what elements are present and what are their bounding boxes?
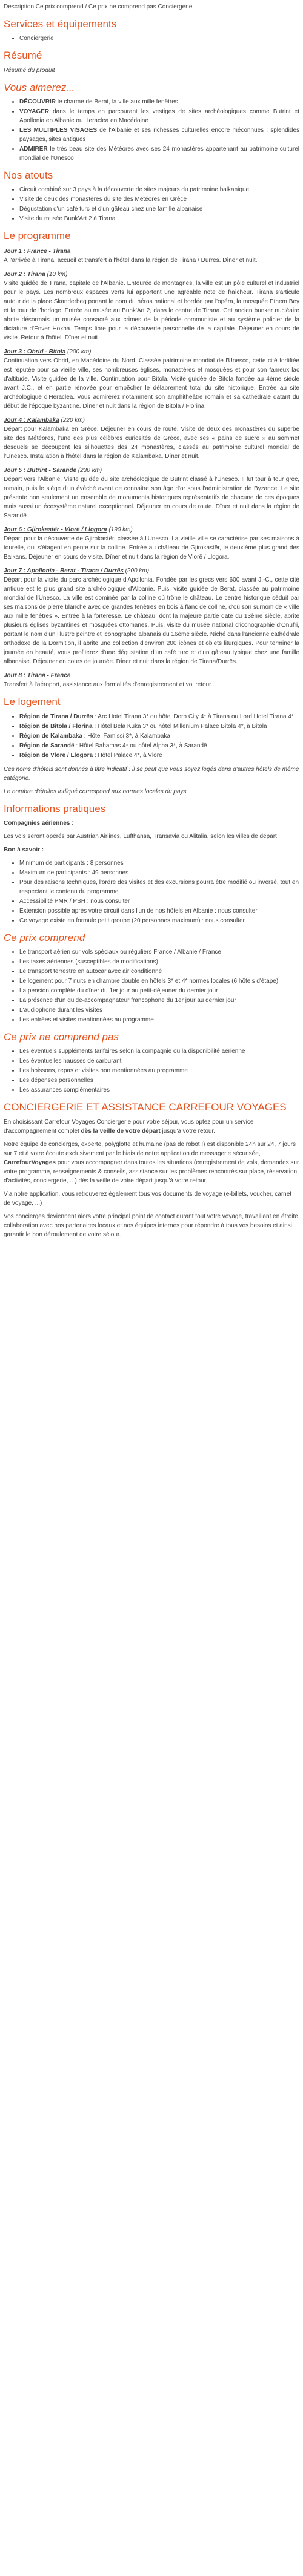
day-8 [4, 671, 299, 689]
day-1 [4, 247, 299, 265]
day-title: Jour 8 : Tirana - France [4, 672, 71, 680]
resume-text: Résumé du produit [4, 67, 55, 74]
day-distance: (200 km) [65, 349, 92, 356]
list-item: • Les entrées et visites mentionnées au programme [19, 1015, 299, 1024]
companies-label: Compagnies aériennes : [4, 819, 74, 827]
day-title: Jour 5 : Butrint - Sarandë [4, 467, 77, 474]
day-distance: (10 km) [45, 271, 68, 278]
services-list [4, 34, 299, 43]
day-title: Jour 3 : Ohrid - Bitola [4, 349, 66, 356]
list-item: • VOYAGER dans le temps en parcourant les vestiges de sites archéologiques comme Butrint et Apollonia en Albanie ou Heraclea en Macédoine [19, 107, 299, 125]
bon-a-savoir-label: Bon à savoir : [4, 846, 44, 853]
list-item: • L'audiophone durant les visites [19, 1006, 299, 1015]
companies-text: Les vols seront opérés par Austrian Airlines, Lufthansa, Transavia ou Alitalia, selon les villes de départ [4, 833, 277, 840]
list-item: • Visite de deux des monastères du site des Météores en Grèce [19, 195, 299, 204]
list-item: • Région de Bitola / Florina : Hôtel Bela Kuka 3* ou hôtel Millenium Palace Bitola 4*, à Bitola [19, 722, 299, 731]
list-item: • Minimum de participants : 8 personnes [19, 859, 299, 868]
list-item: • Région de Kalambaka : Hôtel Famissi 3*, à Kalambaka [19, 732, 299, 741]
list-item: • Dégustation d'un café turc et d'un gâteau chez une famille albanaise [19, 205, 299, 214]
list-item: • Maximum de participants : 49 personnes [19, 868, 299, 877]
day-title: Jour 1 : France - Tirana [4, 248, 71, 255]
day-title: Jour 4 : Kalambaka [4, 417, 59, 424]
list-item: • LES MULTIPLES VISAGES de l'Albanie et ses richesses culturelles encore méconnues : splendides paysages, sites antiques [19, 126, 299, 144]
list-item: • Accessibilité PMR / PSH : nous consulter [19, 897, 299, 906]
list-item: • Les dépenses personnelles [19, 1076, 299, 1085]
day-distance: (200 km) [123, 568, 150, 575]
list-item: • Extension possible après votre circuit dans l'un de nos hôtels en Albanie : nous consulter [19, 906, 299, 916]
list-item: • La présence d'un guide-accompagnateur francophone du 1er jour au dernier jour [19, 996, 299, 1005]
list-item: • Conciergerie [19, 34, 299, 43]
infos-title: Informations pratiques [4, 802, 106, 814]
vous-aimerez-title: Vous aimerez... [4, 81, 75, 93]
infos-list [4, 859, 299, 925]
list-item: • Le logement pour 7 nuits en chambre double en hôtels 3* et 4* normes locales (6 hôtels d'étape) [19, 977, 299, 986]
list-item: • Pour des raisons techniques, l'ordre des visites et des excursions pourra être modifié ou inversé, tout en respectant le contenu du programme [19, 878, 299, 896]
atouts-list [4, 185, 299, 223]
description-tabs-line: Description Ce prix comprend / Ce prix ne comprend pas Conciergerie [4, 4, 193, 10]
day-distance: (230 km) [76, 467, 102, 474]
day-text: Départ pour la découverte de Gjirokastër, classée à l'Unesco. La vieille ville se caractérise par ses maisons à tourelle, qui s'étagent en pente sur la colline. Entrée au château de Gjirokastër, le deuxième plus grand des Balkans. Déjeuner en cours de visite. Dîner et nuit dans la région de Vlorë / Llogora. [4, 536, 299, 561]
day-text: Départ vers l'Albanie. Visite guidée du site archéologique de Butrint classé à l'Unesco. Il fut tour à tour grec, romain, puis le siège d'un évêché avant de connaitre son âge d'or sous l'administration de Byzance. Le site présente non seulement un ensemble de monuments historiques représentatifs de chacune de ces époques mais aussi un écosystème naturel exceptionnel. Déjeuner en cours de route. Dîner et nuit dans la région de Sarandë. [4, 476, 299, 520]
day-text: Visite guidée de Tirana, capitale de l'Albanie. Entourée de montagnes, la ville est un pôle culturel et industriel pour le pays. Les nombreux espaces verts lui apportent une agréable note de fraîcheur. Tirana s'articule autour de la place Skanderbeg portant le nom du héros national et bordée par l'opéra, la mosquée Ethem Bey et la tour de l'horloge. Entrée au musée au Bunk'Art 2, dans le centre de Tirana. Cet ancien bunker nucléaire abrite désormais un musée consacré aux crimes de la période communiste et au système policier de la dictature d'Enver Hoxha. Temps libre pour la découverte personnelle de la capitale. Déjeuner en cours de visite. Retour à l'hôtel. Dîner et nuit. [4, 280, 299, 342]
list-item: • Visite du musée Bunk'Art 2 à Tirana [19, 214, 299, 223]
services-title: Services et équipements [4, 18, 117, 30]
day-distance: (220 km) [59, 417, 85, 424]
day-title: Jour 7 : Apollonia - Berat - Tirana / Durrës [4, 568, 124, 575]
resume-title: Résumé [4, 50, 42, 62]
list-item: • Région de Vlorë / Llogora : Hôtel Palace 4*, à Vlorë [19, 751, 299, 760]
list-item: • DÉCOUVRIR le charme de Berat, la ville aux mille fenêtres [19, 97, 299, 107]
conciergerie-paragraph: Via notre application, vous retrouverez également tous vos documents de voyage (e-billets, voucher, carnet de voyage, ...) [4, 1190, 292, 1207]
day-3 [4, 347, 299, 411]
list-item: • ADMIRER le très beau site des Météores avec ses 24 monastères appartenant au patrimoine culturel mondial de l'Unesco [19, 145, 299, 163]
day-4 [4, 416, 299, 461]
vous-aimerez-list [4, 97, 299, 163]
list-item: • Les boissons, repas et visites non mentionnées au programme [19, 1066, 299, 1075]
conciergerie-title: CONCIERGERIE ET ASSISTANCE CARREFOUR VOYAGES [4, 1101, 287, 1113]
day-7 [4, 566, 299, 666]
list-item: • Le transport terrestre en autocar avec air conditionné [19, 967, 299, 976]
day-6 [4, 525, 299, 562]
day-2 [4, 270, 299, 342]
programme-title: Le programme [4, 230, 71, 241]
conciergerie-paragraph: Vos concierges deviennent alors votre principal point de contact durant tout votre voyage, travaillant en étroite collaboration avec nos partenaires locaux et nos équipes internes pour répondre à tous vos besoins et ainsi, garantir le bon déroulement de votre séjour. [4, 1213, 298, 1238]
conciergerie-paragraph: En choisissant Carrefour Voyages Conciergerie pour votre séjour, vous optez pour un service d'accompagnement complet dès la veille de votre départ jusqu'à votre retour. [4, 1118, 254, 1135]
list-item: • Les éventuelles hausses de carburant [19, 1057, 299, 1066]
atouts-title: Nos atouts [4, 169, 53, 181]
day-title: Jour 6 : Gjirokastër - Vlorë / Llogora [4, 526, 107, 534]
comprend-list [4, 948, 299, 1024]
day-text: À l'arrivée à Tirana, accueil et transfert à l'hôtel dans la région de Tirana / Durrës. Dîner et nuit. [4, 257, 258, 264]
list-item: • Région de Sarandë : Hôtel Bahamas 4* ou hôtel Alpha 3*, à Sarandë [19, 741, 299, 750]
logement-list [4, 712, 299, 760]
day-text: Départ pour la visite du parc archéologique d'Apollonia. Fondée par les grecs vers 600 avant J.-C., cette cité antique est le plus grand site archéologique d'Albanie. Puis, visite guidée de Berat, classée au patrimoine mondial de l'Unesco. La ville est dominée par la colline où trône le château. Le centre historique séduit par ses maisons de pierre blanche avec de grandes fenêtres en bois à flanc de colline, d'où son surnom de « ville aux mille fenêtres ». Entrée à la forteresse. Le château, dont la majeure partie date du 13ème siècle, abrite plusieurs églises byzantines et mosquées ottomanes. Puis, visite du musée national d'iconographie d'Onufri, portant le nom d'un illustre peintre et iconographe albanais du 16ème siècle. Niché dans l'ancienne cathédrale orthodoxe de la Dormition, il abrite une collection d'environ 200 icônes et objets liturgiques. Pour terminer la journée en beauté, vous profiterez d'une dégustation d'un café turc et d'un gâteau typique chez une famille albanaise. Déjeuner en cours de journée. Dîner et nuit dans la région de Tirana/Durrës. [4, 577, 299, 666]
ne-comprend-list [4, 1047, 299, 1095]
list-item: • Les éventuels suppléments tarifaires selon la compagnie ou la disponibilité aérienne [19, 1047, 299, 1056]
day-text: Transfert à l'aéroport, assistance aux formalités d'enregistrement et vol retour. [4, 681, 213, 689]
list-item: • Région de Tirana / Durrës : Arc Hotel Tirana 3* ou hôtel Doro City 4* à Tirana ou Lord Hotel Tirana 4* [19, 712, 299, 721]
list-item: • Le transport aérien sur vols spéciaux ou réguliers France / Albanie / France [19, 948, 299, 957]
comprend-title: Ce prix comprend [4, 931, 85, 943]
list-item: • Circuit combiné sur 3 pays à la découverte de sites majeurs du patrimoine balkanique [19, 185, 299, 194]
list-item: • Ce voyage existe en formule petit groupe (20 personnes maximum) : nous consulter [19, 916, 299, 925]
logement-note: Le nombre d'étoiles indiqué correspond aux normes locales du pays. [4, 788, 188, 795]
day-distance: (190 km) [107, 526, 133, 534]
day-title: Jour 2 : Tirana [4, 271, 45, 278]
ne-comprend-title: Ce prix ne comprend pas [4, 1031, 119, 1043]
day-text: Continuation vers Ohrid, en Macédoine du Nord. Classée patrimoine mondial de l'Unesco, cette cité fortifiée est réputée pour sa vieille ville, ses nombreuses églises, monastères et mosquées et pour son fameux lac d'altitude. Visite guidée de la ville. Continuation pour Bitola. Visite guidée de Bitola fondée au 4ème siècle avant J.C., et en partie rénovée pour empêcher le délabrement total du site historique. Entrée au site archéologique d'Heraclea. Vous admirerez notamment son amphithéâtre romain et sa cathédrale datant du début de l'époque byzantine. Dîner et nuit dans la région de Bitola / Florina. [4, 358, 299, 410]
conciergerie-paragraph: Notre équipe de concierges, experte, polyglotte et humaine (pas de robot !) est disponible 24h sur 24, 7 jours sur 7 et à votre écoute exclusivement par le biais de notre application de messagerie sécurisée, CarrefourVoyages pour vous accompagner dans toutes les situations (enregistrement de vols, demandes sur votre programme, renseignements & conseils, assistance sur les problèmes rencontrés sur place, réservation d'activités, conciergerie, ...) dès la veille de votre départ jusqu'à votre retour. [4, 1141, 299, 1184]
list-item: • Les assurances complémentaires [19, 1086, 299, 1095]
day-text: Départ pour Kalambaka en Grèce. Déjeuner en cours de route. Visite de deux des monastères du superbe site des Météores, l'une des plus célèbres curiosités de Grèce, avec ses « pains de sucre » au sommet desquels se découpent les silhouettes des 24 monastères, classés au patrimoine culturel mondial de l'Unesco. Installation à l'hôtel dans la région de Kalambaka. Dîner et nuit. [4, 426, 299, 460]
list-item: • Les taxes aériennes (susceptibles de modifications) [19, 957, 299, 966]
logement-note: Ces noms d'hôtels sont donnés à titre indicatif : il se peut que vous soyez logés dans d'autres hôtels de même catégorie. [4, 765, 299, 782]
product-description [0, 0, 303, 1250]
list-item: • La pension complète du dîner du 1er jour au petit-déjeuner du dernier jour [19, 986, 299, 995]
day-5 [4, 466, 299, 520]
logement-title: Le logement [4, 696, 61, 708]
